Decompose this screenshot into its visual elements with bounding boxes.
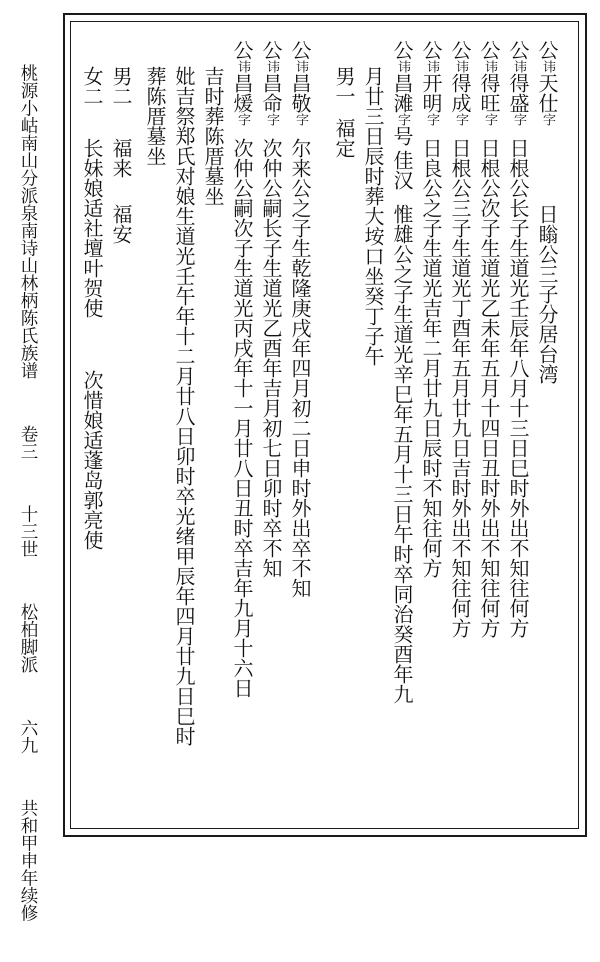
person-name: 得盛 bbox=[506, 73, 530, 113]
branch-label: 松柏脚派 bbox=[18, 603, 38, 674]
entry-column bbox=[79, 66, 105, 550]
entry-text: 日良公之子生道光吉年二月廿九日辰时不知往何方 bbox=[419, 138, 443, 578]
hui-char: 讳 bbox=[235, 60, 250, 73]
person-name: 得成 bbox=[448, 73, 472, 113]
entry-column bbox=[389, 40, 415, 704]
person-name: 得旺 bbox=[477, 73, 501, 113]
gong-char: 公 bbox=[506, 40, 530, 60]
person-name: 昌敬 bbox=[288, 73, 312, 113]
entry-text: 次仲公嗣次子生道光丙戌年十一月廿八日丑时卒吉年九月十六日 bbox=[230, 138, 254, 698]
zi-char: 字 bbox=[511, 113, 526, 126]
hui-char: 讳 bbox=[395, 60, 410, 73]
zi-char: 字 bbox=[264, 113, 279, 126]
entry-column bbox=[287, 40, 313, 598]
gong-char: 公 bbox=[535, 40, 559, 60]
entry-column bbox=[142, 66, 168, 166]
hui-char: 讳 bbox=[453, 60, 468, 73]
entry-column bbox=[360, 66, 386, 366]
entry-column bbox=[171, 66, 197, 746]
person-name: 天仕 bbox=[535, 73, 559, 113]
zi-char: 字 bbox=[453, 113, 468, 126]
entry-column bbox=[534, 40, 560, 384]
entry-text: 日根公次子生道光乙未年五月十四日丑时外出不知往何方 bbox=[477, 138, 501, 638]
page-number: 六九 bbox=[18, 718, 38, 754]
zi-char: 字 bbox=[424, 113, 439, 126]
entry-column bbox=[258, 40, 284, 578]
daughter-entry: 长妹娘适社壇叶贺使 bbox=[80, 138, 104, 318]
entry-column bbox=[476, 40, 502, 638]
entry-text: 日根公三子生道光丁酉年五月廿九日吉时外出不知往何方 bbox=[448, 138, 472, 638]
edition-label: 共和甲申年续修 bbox=[18, 799, 38, 922]
volume-label: 卷三 bbox=[18, 424, 38, 460]
hui-char: 讳 bbox=[482, 60, 497, 73]
entry-text: 尔来公之子生乾隆庚戌年四月初二日申时外出卒不知 bbox=[288, 138, 312, 598]
margin-strip bbox=[16, 64, 40, 962]
hui-char: 讳 bbox=[511, 60, 526, 73]
entry-text: 吉时葬陈厝墓坐 bbox=[201, 66, 225, 206]
person-name: 昌滩 bbox=[390, 73, 414, 113]
entry-text: 葬陈厝墓坐 bbox=[143, 66, 167, 166]
style-name: 佳汉 bbox=[390, 150, 414, 190]
hao-char: 号 bbox=[390, 126, 414, 146]
son-label: 男二 bbox=[109, 66, 133, 106]
zi-char: 字 bbox=[482, 113, 497, 126]
gong-char: 公 bbox=[477, 40, 501, 60]
zi-char: 字 bbox=[235, 113, 250, 126]
entry-column bbox=[447, 40, 473, 638]
entry-text: 月廿三日辰时葬大垵口坐癸丁子午 bbox=[361, 66, 385, 366]
hui-char: 讳 bbox=[540, 60, 555, 73]
zi-char: 字 bbox=[540, 113, 555, 126]
zi-char: 字 bbox=[293, 113, 308, 126]
person-name: 昌命 bbox=[259, 73, 283, 113]
gong-char: 公 bbox=[230, 40, 254, 60]
entry-column bbox=[108, 66, 134, 244]
gong-char: 公 bbox=[288, 40, 312, 60]
hui-char: 讳 bbox=[293, 60, 308, 73]
daughter-label: 女二 bbox=[80, 66, 104, 106]
entry-text: 日根公长子生道光壬辰年八月十三日巳时外出不知往何方 bbox=[506, 138, 530, 638]
son-label: 男一 bbox=[332, 66, 356, 106]
entry-text: 妣吉祭郑氏对娘生道光壬午年十二月廿八日卯时卒光绪甲辰年四月廿九日巳时 bbox=[172, 66, 196, 746]
son-name: 福安 bbox=[109, 204, 133, 244]
entry-text: 日瞈公三子分居台湾 bbox=[535, 204, 559, 384]
gong-char: 公 bbox=[448, 40, 472, 60]
person-name: 昌煖 bbox=[230, 73, 254, 113]
entry-column bbox=[331, 66, 357, 158]
hui-char: 讳 bbox=[424, 60, 439, 73]
son-name: 福定 bbox=[332, 118, 356, 158]
zi-char: 字 bbox=[395, 113, 410, 126]
entry-text: 惟雄公之子生道光辛巳年五月十三日午时卒同治癸酉年九 bbox=[390, 204, 414, 704]
entry-column bbox=[418, 40, 444, 578]
gong-char: 公 bbox=[259, 40, 283, 60]
generation-label: 十三世 bbox=[18, 505, 38, 558]
entry-column bbox=[229, 40, 255, 698]
hui-char: 讳 bbox=[264, 60, 279, 73]
entry-column bbox=[200, 66, 226, 206]
gong-char: 公 bbox=[419, 40, 443, 60]
son-name: 福来 bbox=[109, 138, 133, 178]
entry-column bbox=[505, 40, 531, 638]
entry-text: 次仲公嗣长子生道光乙酉年吉月初七日卯时卒不知 bbox=[259, 138, 283, 578]
book-title: 桃源小岵南山分派泉南诗山林柄陈氏族谱 bbox=[18, 64, 38, 379]
daughter-entry: 次惜娘适蓬岛郭亮使 bbox=[80, 370, 104, 550]
person-name: 开明 bbox=[419, 73, 443, 113]
gong-char: 公 bbox=[390, 40, 414, 60]
